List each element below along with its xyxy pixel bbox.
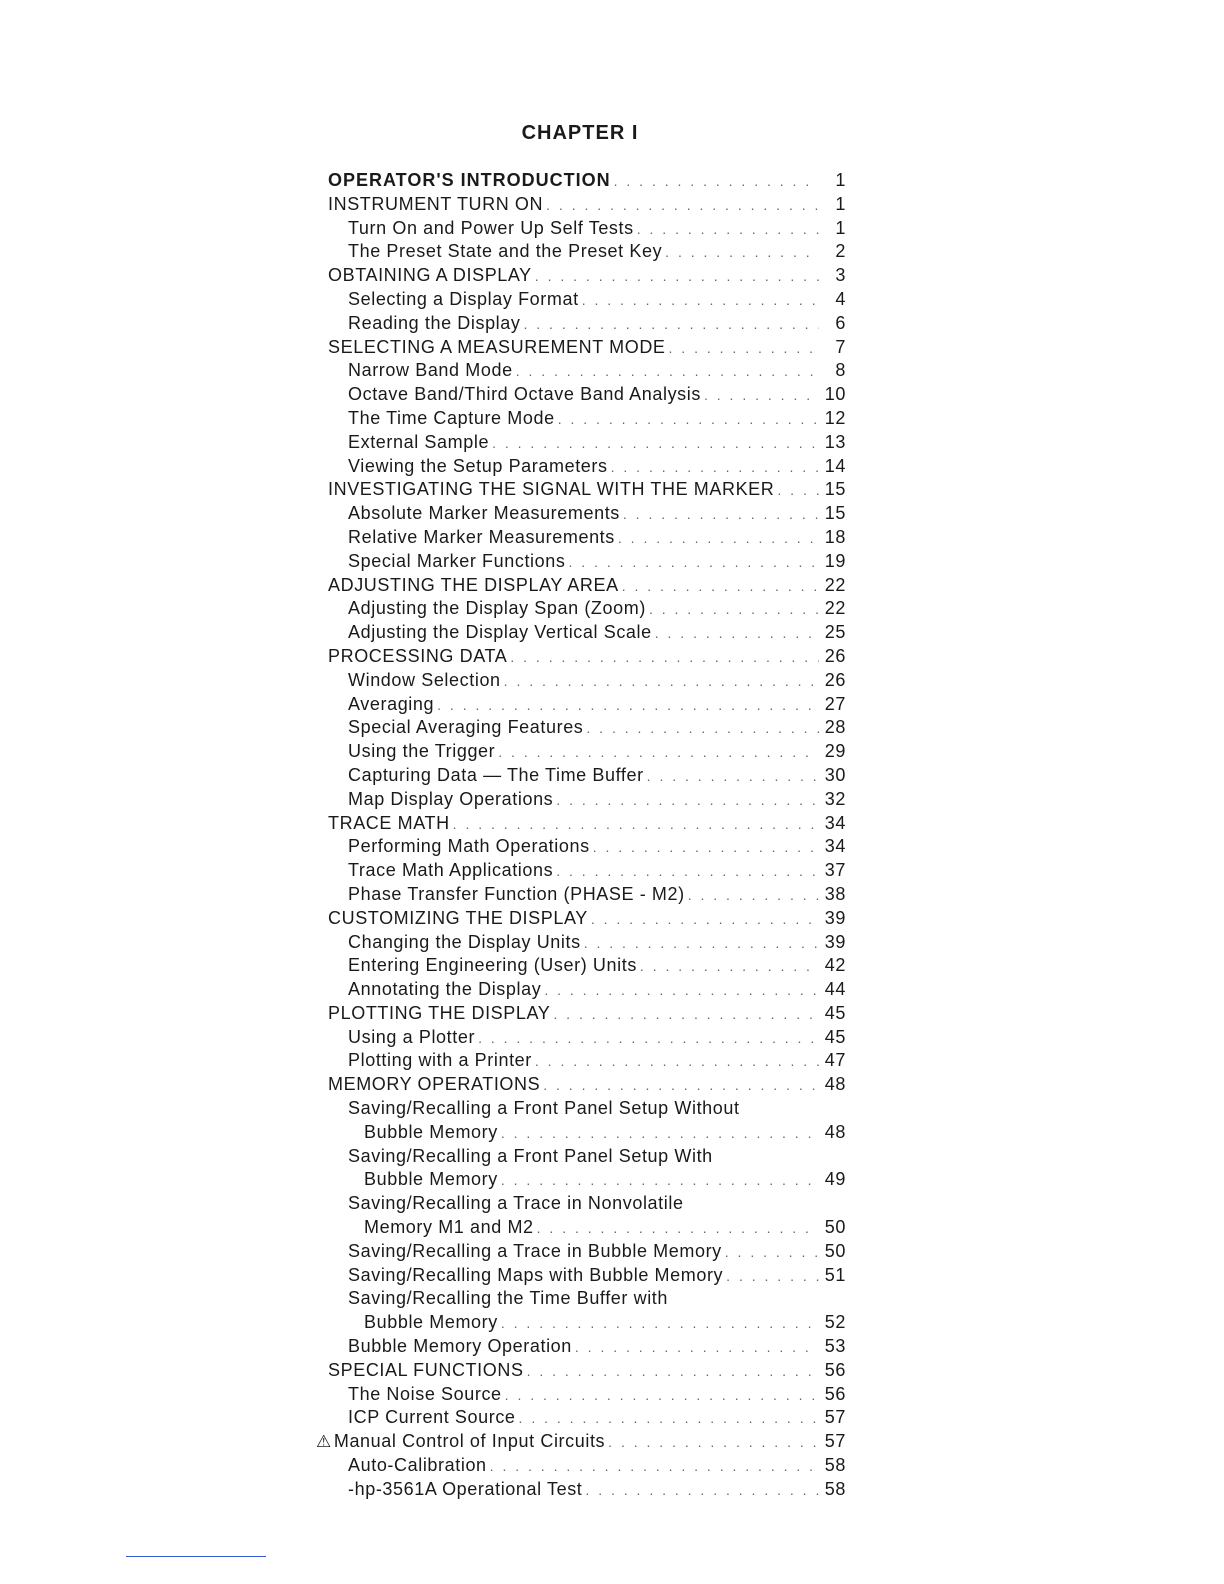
toc-entry-title: Memory M1 and M2 bbox=[364, 1217, 534, 1238]
toc-entry-title: Performing Math Operations bbox=[348, 836, 590, 857]
toc-entry-title: Bubble Memory Operation bbox=[348, 1336, 572, 1357]
toc-dot-leader bbox=[553, 1006, 819, 1022]
toc-page-number: 39 bbox=[824, 907, 846, 928]
toc-page-number: 48 bbox=[824, 1074, 846, 1095]
toc-page-number: 25 bbox=[824, 622, 846, 643]
toc-page-number: 48 bbox=[824, 1121, 846, 1142]
toc-entry bbox=[316, 289, 846, 313]
toc-dot-leader bbox=[640, 958, 819, 974]
toc-entry-title: Manual Control of Input Circuits bbox=[333, 1431, 606, 1452]
toc-dot-leader bbox=[498, 744, 819, 760]
toc-entry bbox=[316, 1288, 846, 1312]
toc-entry-title: SPECIAL FUNCTIONS bbox=[328, 1359, 524, 1380]
toc-entry bbox=[316, 337, 846, 361]
toc-entry bbox=[316, 1193, 846, 1217]
toc-entry-title: MEMORY OPERATIONS bbox=[328, 1074, 541, 1095]
toc-page-number: 2 bbox=[835, 241, 846, 262]
toc-dot-leader bbox=[437, 697, 819, 713]
toc-page-number: 6 bbox=[835, 312, 846, 333]
toc-entry-title: Map Display Operations bbox=[348, 788, 554, 809]
toc-entry bbox=[316, 1336, 846, 1360]
toc-dot-leader bbox=[527, 1363, 819, 1379]
toc-entry bbox=[316, 1455, 846, 1479]
toc-entry-title: Auto-Calibration bbox=[348, 1455, 487, 1476]
toc-page-number: 27 bbox=[824, 693, 846, 714]
toc-entry-title: Absolute Marker Measurements bbox=[348, 503, 620, 524]
toc-entry bbox=[316, 884, 846, 908]
toc-page-number: 1 bbox=[835, 170, 846, 190]
toc-entry-title: Changing the Display Units bbox=[348, 931, 581, 952]
toc-entry bbox=[316, 836, 846, 860]
toc-dot-leader bbox=[558, 411, 819, 427]
toc-entry-title: PLOTTING THE DISPLAY bbox=[328, 1002, 551, 1023]
toc-entry-title: Bubble Memory bbox=[364, 1169, 498, 1190]
toc-page-number: 26 bbox=[824, 669, 846, 690]
toc-entry bbox=[316, 908, 846, 932]
toc-page-number: 45 bbox=[824, 1002, 846, 1023]
toc-entry-title: ICP Current Source bbox=[348, 1407, 516, 1428]
toc-entry-title: Saving/Recalling a Front Panel Setup Without bbox=[348, 1098, 740, 1119]
toc-page-number: 45 bbox=[824, 1026, 846, 1047]
toc-page-number: 4 bbox=[835, 288, 846, 309]
toc-page-number: 18 bbox=[824, 526, 846, 547]
toc-entry bbox=[316, 218, 846, 242]
toc-page-number: 38 bbox=[824, 883, 846, 904]
toc-entry-title: Adjusting the Display Span (Zoom) bbox=[348, 598, 646, 619]
toc-page-number: 58 bbox=[824, 1478, 846, 1499]
toc-dot-leader bbox=[623, 506, 819, 522]
toc-entry-title: OPERATOR'S INTRODUCTION bbox=[328, 170, 611, 190]
toc-entry-title: Plotting with a Printer bbox=[348, 1050, 532, 1071]
toc-entry-title: Using the Trigger bbox=[348, 741, 496, 762]
toc-entry bbox=[316, 265, 846, 289]
toc-entry-title: Entering Engineering (User) Units bbox=[348, 955, 637, 976]
toc-entry-title: The Time Capture Mode bbox=[348, 407, 555, 428]
toc-page-number: 10 bbox=[824, 384, 846, 405]
toc-entry bbox=[316, 741, 846, 765]
toc-entry bbox=[316, 313, 846, 337]
toc-entry bbox=[316, 955, 846, 979]
toc-dot-leader bbox=[688, 887, 819, 903]
toc-page-number: 44 bbox=[824, 979, 846, 1000]
toc-entry-title: The Noise Source bbox=[348, 1383, 502, 1404]
toc-dot-leader bbox=[637, 221, 819, 237]
toc-page-number: 57 bbox=[824, 1407, 846, 1428]
toc-entry-title: External Sample bbox=[348, 431, 490, 452]
toc-entry-title: Turn On and Power Up Self Tests bbox=[348, 217, 634, 238]
toc-entry bbox=[316, 1265, 846, 1289]
toc-dot-leader bbox=[516, 363, 819, 379]
toc-entry-title: Relative Marker Measurements bbox=[348, 526, 615, 547]
toc-dot-leader bbox=[453, 816, 819, 832]
toc-entry bbox=[316, 527, 846, 551]
toc-page-number: 34 bbox=[824, 812, 846, 833]
toc-entry bbox=[316, 1027, 846, 1051]
toc-dot-leader bbox=[537, 1220, 819, 1236]
toc-entry-title: PROCESSING DATA bbox=[328, 645, 508, 666]
toc-entry bbox=[316, 622, 846, 646]
toc-dot-leader bbox=[535, 1053, 819, 1069]
toc-entry bbox=[316, 1122, 846, 1146]
toc-entry bbox=[316, 789, 846, 813]
toc-entry-title: Viewing the Setup Parameters bbox=[348, 455, 608, 476]
toc-dot-leader bbox=[669, 340, 819, 356]
toc-dot-leader bbox=[584, 935, 819, 951]
toc-entry bbox=[316, 1098, 846, 1122]
toc-page-number: 56 bbox=[824, 1359, 846, 1380]
warning-triangle-icon: ⚠ bbox=[316, 1432, 332, 1452]
toc-page-number: 53 bbox=[824, 1336, 846, 1357]
toc-entry-title: INSTRUMENT TURN ON bbox=[328, 193, 544, 214]
toc-dot-leader bbox=[777, 482, 819, 498]
toc-entry bbox=[316, 1407, 846, 1431]
toc-entry-title: Saving/Recalling a Front Panel Setup With bbox=[348, 1145, 713, 1166]
toc-page-number: 34 bbox=[824, 836, 846, 857]
toc-dot-leader bbox=[501, 1172, 819, 1188]
toc-entry bbox=[316, 932, 846, 956]
toc-dot-leader bbox=[665, 244, 819, 260]
toc-dot-leader bbox=[510, 649, 819, 665]
toc-entry bbox=[316, 551, 846, 575]
toc-entry-title: Saving/Recalling the Time Buffer with bbox=[348, 1288, 669, 1309]
toc-dot-leader bbox=[478, 1030, 819, 1046]
toc-entry bbox=[316, 1003, 846, 1027]
toc-entry bbox=[316, 1074, 846, 1098]
toc-page-number: 52 bbox=[824, 1312, 846, 1333]
toc-entry-title: Narrow Band Mode bbox=[348, 360, 513, 381]
toc-entry bbox=[316, 1217, 846, 1241]
toc-entry-title: SELECTING A MEASUREMENT MODE bbox=[328, 336, 666, 357]
toc-entry-title: Averaging bbox=[348, 693, 435, 714]
toc-entry-title: Using a Plotter bbox=[348, 1026, 476, 1047]
toc-entry bbox=[316, 194, 846, 218]
toc-dot-leader bbox=[726, 1268, 819, 1284]
toc-dot-leader bbox=[618, 530, 819, 546]
toc-entry bbox=[316, 241, 846, 265]
toc-dot-leader bbox=[582, 292, 819, 308]
toc-dot-leader bbox=[490, 1458, 819, 1474]
toc-page-number: 50 bbox=[824, 1217, 846, 1238]
toc-entry bbox=[316, 432, 846, 456]
toc-entry-title: Window Selection bbox=[348, 669, 501, 690]
toc-page-number: 29 bbox=[824, 741, 846, 762]
toc-dot-leader bbox=[505, 1387, 819, 1403]
toc-page-number: 28 bbox=[824, 717, 846, 738]
toc-page-number: 3 bbox=[835, 265, 846, 286]
toc-entry-title: TRACE MATH bbox=[328, 812, 450, 833]
toc-entry-title: Saving/Recalling a Trace in Bubble Memory bbox=[348, 1240, 722, 1261]
toc-page-number: 32 bbox=[824, 788, 846, 809]
toc-entry bbox=[316, 1312, 846, 1336]
toc-entry-title: Annotating the Display bbox=[348, 979, 542, 1000]
toc-entry bbox=[316, 1169, 846, 1193]
toc-page-number: 42 bbox=[824, 955, 846, 976]
toc-entry bbox=[316, 479, 846, 503]
toc-entry bbox=[316, 646, 846, 670]
toc-page-number: 37 bbox=[824, 860, 846, 881]
toc-entry-title: Bubble Memory bbox=[364, 1121, 498, 1142]
toc-page-number: 47 bbox=[824, 1050, 846, 1071]
toc-dot-leader bbox=[647, 768, 819, 784]
toc-entry bbox=[316, 503, 846, 527]
toc-page-number: 1 bbox=[835, 193, 846, 214]
toc-page-number: 22 bbox=[824, 598, 846, 619]
toc-entry bbox=[316, 360, 846, 384]
toc-dot-leader bbox=[535, 268, 819, 284]
toc-entry-title: Special Averaging Features bbox=[348, 717, 584, 738]
toc-page-number: 15 bbox=[824, 503, 846, 524]
toc-entry bbox=[316, 384, 846, 408]
toc-page-number: 50 bbox=[824, 1240, 846, 1261]
toc-dot-leader bbox=[556, 792, 819, 808]
toc-entry bbox=[316, 1479, 846, 1503]
toc-entry-title: Saving/Recalling a Trace in Nonvolatile bbox=[348, 1193, 684, 1214]
toc-page-number: 30 bbox=[824, 764, 846, 785]
toc-page-number: 51 bbox=[824, 1264, 846, 1285]
toc-entry-title: Bubble Memory bbox=[364, 1312, 498, 1333]
toc-page-number: 14 bbox=[824, 455, 846, 476]
toc-dot-leader bbox=[501, 1315, 819, 1331]
toc-entry-title: Adjusting the Display Vertical Scale bbox=[348, 622, 652, 643]
toc-page-number: 56 bbox=[824, 1383, 846, 1404]
toc-dot-leader bbox=[611, 459, 819, 475]
toc-dot-leader bbox=[593, 839, 819, 855]
toc-page-number: 49 bbox=[824, 1169, 846, 1190]
toc-entry-title: INVESTIGATING THE SIGNAL WITH THE MARKER bbox=[328, 479, 775, 500]
toc-page-number: 8 bbox=[835, 360, 846, 381]
toc-page-number: 15 bbox=[824, 479, 846, 500]
toc-dot-leader bbox=[622, 578, 819, 594]
toc-entry bbox=[316, 1384, 846, 1408]
toc-entry bbox=[316, 598, 846, 622]
toc-entry bbox=[316, 765, 846, 789]
toc-page-number: 7 bbox=[835, 336, 846, 357]
toc-dot-leader bbox=[524, 316, 820, 332]
toc-page-number: 58 bbox=[824, 1455, 846, 1476]
toc-entry-title: Capturing Data — The Time Buffer bbox=[348, 764, 644, 785]
toc-entry-title: Saving/Recalling Maps with Bubble Memory bbox=[348, 1264, 724, 1285]
toc-entry bbox=[316, 170, 846, 194]
toc-entry-title: Special Marker Functions bbox=[348, 550, 566, 571]
toc-entry bbox=[316, 813, 846, 837]
toc-page-number: 22 bbox=[824, 574, 846, 595]
toc-dot-leader bbox=[544, 982, 819, 998]
table-of-contents bbox=[316, 170, 846, 1503]
toc-entry bbox=[316, 1241, 846, 1265]
footer-rule bbox=[126, 1556, 266, 1557]
toc-entry-title: Selecting a Display Format bbox=[348, 288, 579, 309]
toc-entry-title: Trace Math Applications bbox=[348, 860, 554, 881]
toc-entry bbox=[316, 670, 846, 694]
toc-dot-leader bbox=[649, 601, 819, 617]
toc-dot-leader bbox=[543, 1077, 819, 1093]
toc-entry-title: ADJUSTING THE DISPLAY AREA bbox=[328, 574, 619, 595]
toc-dot-leader bbox=[501, 1125, 819, 1141]
toc-entry-title: -hp-3561A Operational Test bbox=[348, 1478, 583, 1499]
toc-entry bbox=[316, 1146, 846, 1170]
toc-dot-leader bbox=[655, 625, 819, 641]
toc-dot-leader bbox=[519, 1410, 819, 1426]
toc-entry-title: The Preset State and the Preset Key bbox=[348, 241, 663, 262]
toc-page-number: 19 bbox=[824, 550, 846, 571]
toc-dot-leader bbox=[591, 911, 819, 927]
toc-entry bbox=[316, 694, 846, 718]
toc-page-number: 39 bbox=[824, 931, 846, 952]
toc-entry-title: Phase Transfer Function (PHASE - M2) bbox=[348, 883, 685, 904]
toc-dot-leader bbox=[586, 720, 819, 736]
toc-dot-leader bbox=[556, 863, 819, 879]
toc-dot-leader bbox=[492, 435, 819, 451]
toc-entry-title: OBTAINING A DISPLAY bbox=[328, 265, 532, 286]
toc-page-number: 1 bbox=[835, 217, 846, 238]
toc-entry bbox=[316, 1050, 846, 1074]
toc-entry bbox=[316, 456, 846, 480]
toc-entry-title: Octave Band/Third Octave Band Analysis bbox=[348, 384, 701, 405]
toc-entry bbox=[316, 717, 846, 741]
toc-entry bbox=[316, 575, 846, 599]
toc-entry bbox=[316, 408, 846, 432]
toc-dot-leader bbox=[614, 173, 819, 189]
toc-page-number: 13 bbox=[824, 431, 846, 452]
toc-dot-leader bbox=[585, 1482, 819, 1498]
toc-entry bbox=[316, 1431, 846, 1455]
toc-page-number: 57 bbox=[824, 1431, 846, 1452]
toc-dot-leader bbox=[546, 197, 819, 213]
toc-dot-leader bbox=[504, 673, 819, 689]
toc-entry-title: Reading the Display bbox=[348, 312, 521, 333]
toc-page-number: 12 bbox=[824, 407, 846, 428]
toc-dot-leader bbox=[704, 387, 819, 403]
toc-dot-leader bbox=[575, 1339, 819, 1355]
toc-dot-leader bbox=[608, 1434, 819, 1450]
toc-page-number: 26 bbox=[824, 645, 846, 666]
toc-dot-leader bbox=[568, 554, 819, 570]
toc-entry-title: CUSTOMIZING THE DISPLAY bbox=[328, 907, 588, 928]
toc-entry bbox=[316, 979, 846, 1003]
chapter-title: CHAPTER I bbox=[521, 122, 639, 144]
toc-entry bbox=[316, 1360, 846, 1384]
toc-entry bbox=[316, 860, 846, 884]
toc-dot-leader bbox=[725, 1244, 819, 1260]
